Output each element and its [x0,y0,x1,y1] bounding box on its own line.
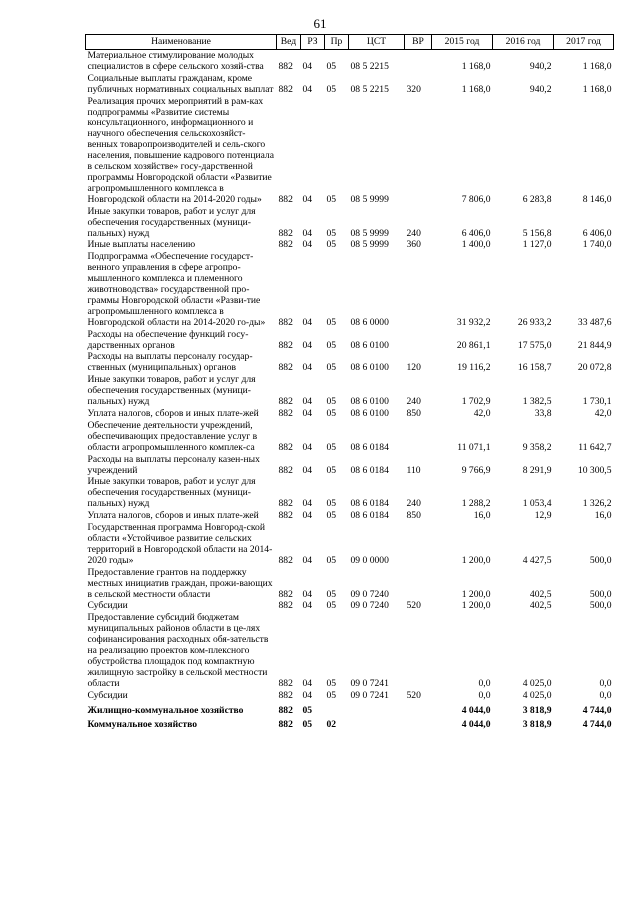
cell-2015: 1 200,0 [461,588,491,600]
cell-2015: 31 932,2 [456,316,491,328]
cell-cst: 08 5 2215 [350,60,389,72]
cell-pr: 05 [326,193,337,205]
cell-name: Иные закупки товаров, работ и услуг для обеспечения государственных (муници-пальных) нужд [87,205,256,239]
header-vr: ВР [405,35,432,50]
cell-rz: 04 [302,677,313,689]
cell-rz: 04 [302,464,313,476]
cell-vr [405,329,432,352]
cell-2015: 1 200,0 [461,600,491,612]
cell-2016: 12,9 [534,510,552,522]
cell-2017: 1 730,1 [582,396,612,408]
table-row [86,251,614,328]
cell-vr: 110 [406,464,421,476]
cell-ved: 882 [278,83,293,95]
table-row [86,612,614,689]
cell-2015: 1 168,0 [461,60,491,72]
cell-vr: 520 [406,600,421,612]
cell-pr [325,702,349,717]
cell-pr: 05 [326,362,337,374]
cell-name: Жилищно-коммунальное хозяйство [87,704,244,716]
cell-ved: 882 [278,60,293,72]
cell-ved: 882 [278,441,293,453]
cell-2016: 17 575,0 [517,339,552,351]
cell-vr [405,567,432,601]
cell-rz: 04 [302,554,313,566]
header-name: Наименование [86,35,277,50]
cell-cst: 08 5 9999 [350,239,389,251]
cell-2017: 1 740,0 [582,239,612,251]
cell-pr: 05 [326,83,337,95]
cell-rz: 04 [302,588,313,600]
header-2017: 2017 год [554,35,614,50]
table-row [86,454,614,477]
cell-ved: 882 [278,239,293,251]
cell-2016: 4 025,0 [522,677,552,689]
cell-2017: 6 406,0 [582,227,612,239]
table-row [86,690,614,702]
cell-vr: 850 [406,510,421,522]
header-ved: Вед [277,35,301,50]
header-cst: ЦСТ [349,35,405,50]
cell-rz: 04 [302,60,313,72]
cell-rz: 04 [302,239,313,251]
cell-vr [405,716,432,731]
cell-cst: 09 0 7240 [350,600,389,612]
cell-ved: 882 [278,510,293,522]
cell-pr: 05 [326,408,337,419]
cell-2017: 500,0 [589,554,612,566]
cell-rz: 04 [302,193,313,205]
cell-2016: 1 127,0 [522,239,552,251]
cell-2015: 1 702,9 [461,396,491,408]
cell-2017: 4 744,0 [582,719,612,731]
cell-2016: 4 025,0 [522,689,552,701]
cell-2016: 1 382,5 [522,396,552,408]
cell-ved: 882 [278,677,293,689]
cell-rz: 04 [302,396,313,408]
table-row [86,420,614,454]
cell-cst: 09 0 7241 [350,677,389,689]
cell-rz: 04 [302,83,313,95]
cell-ved: 882 [278,689,293,701]
table-row [86,374,614,408]
cell-pr: 05 [326,339,337,351]
cell-rz: 04 [302,600,313,612]
cell-vr: 320 [406,83,421,95]
table-header-row [86,35,614,50]
table-row [86,239,614,251]
cell-rz: 04 [302,316,313,328]
cell-2017: 1 168,0 [582,60,612,72]
cell-cst: 09 0 7241 [350,689,389,701]
cell-2016: 940,2 [529,60,552,72]
cell-2015: 16,0 [473,510,491,522]
cell-ved: 882 [278,193,293,205]
table-row [86,510,614,522]
cell-2016: 8 291,9 [522,464,552,476]
cell-2017: 1 168,0 [582,83,612,95]
cell-ved: 882 [278,227,293,239]
cell-2015: 0,0 [478,689,491,701]
cell-2015: 42,0 [473,408,491,419]
cell-2016: 5 156,8 [522,227,552,239]
cell-2015: 0,0 [478,677,491,689]
cell-rz: 04 [302,689,313,701]
cell-name: Иные выплаты населению [87,239,196,251]
cell-2016: 402,5 [529,600,552,612]
cell-cst: 08 6 0184 [350,441,389,453]
cell-cst: 09 0 0000 [350,554,389,566]
cell-2017: 4 744,0 [582,704,612,716]
table-row [86,567,614,601]
cell-2017: 500,0 [589,588,612,600]
cell-cst: 08 5 9999 [350,227,389,239]
cell-vr: 360 [406,239,421,251]
page-number: 61 [313,16,327,31]
cell-rz: 05 [302,719,313,731]
cell-2017: 500,0 [589,600,612,612]
cell-rz: 04 [302,498,313,510]
cell-cst: 08 5 9999 [350,193,389,205]
table-row [86,522,614,567]
cell-vr: 520 [406,689,421,701]
cell-2017: 20 072,8 [577,362,612,374]
header-2016: 2016 год [493,35,554,50]
budget-table [85,34,614,731]
cell-pr: 05 [326,441,337,453]
table-row [86,50,614,73]
cell-pr: 05 [326,588,337,600]
cell-cst [349,716,405,731]
cell-2016: 16 158,7 [517,362,552,374]
cell-2016: 9 358,2 [522,441,552,453]
table-body [86,50,614,732]
cell-2017: 11 642,7 [578,441,612,453]
cell-2015: 9 766,9 [461,464,491,476]
cell-ved: 882 [278,408,293,419]
cell-ved: 882 [278,498,293,510]
cell-pr: 02 [326,719,337,731]
table-row [86,96,614,206]
cell-cst: 08 5 2215 [350,83,389,95]
cell-2016: 4 427,5 [522,554,552,566]
cell-2017: 42,0 [594,408,612,419]
cell-pr: 05 [326,60,337,72]
cell-name: Уплата налогов, сборов и иных плате-жей [87,408,259,419]
cell-vr [405,420,432,454]
cell-2015: 1 400,0 [461,239,491,251]
cell-name: Иные закупки товаров, работ и услуг для обеспечения государственных (муници-пальных) нужд [87,476,256,510]
cell-cst: 08 6 0000 [350,316,389,328]
table-row [86,716,614,731]
cell-ved: 882 [278,339,293,351]
cell-ved: 882 [278,588,293,600]
cell-name: Государственная программа Новгород-ской области «Устойчивое развитие сельских территорий в Новгородской области на 2014-2020 годы» [87,522,273,566]
cell-2016: 402,5 [529,588,552,600]
cell-2016: 940,2 [529,83,552,95]
cell-name: Предоставление субсидий бюджетам муниципальных районов области в це-лях софинансирования расходных обя-зательств на реализацию проектов ком-плексного обустройства площадок под компактную жилищную застройку в сельской местности области [87,612,269,689]
cell-name: Субсидии [87,600,128,612]
cell-2016: 6 283,8 [522,193,552,205]
cell-vr [405,50,432,73]
cell-ved: 882 [278,396,293,408]
table-row [86,702,614,717]
cell-2015: 11 071,1 [457,441,491,453]
cell-pr: 05 [326,227,337,239]
cell-ved: 882 [278,464,293,476]
cell-name: Социальные выплаты гражданам, кроме публичных нормативных социальных выплат [87,72,274,95]
cell-ved: 882 [278,362,293,374]
cell-pr: 05 [326,677,337,689]
cell-name: Материальное стимулирование молодых специалистов в сфере сельского хозяй-ства [87,50,264,72]
cell-ved: 882 [278,719,293,731]
cell-2016: 1 053,4 [522,498,552,510]
cell-pr: 05 [326,316,337,328]
cell-2015: 6 406,0 [461,227,491,239]
cell-pr: 05 [326,689,337,701]
cell-name: Расходы на выплаты персоналу казен-ных учреждений [87,453,260,476]
table-row [86,600,614,612]
cell-2016: 33,8 [534,408,552,419]
cell-cst: 08 6 0100 [350,339,389,351]
cell-ved: 882 [278,554,293,566]
cell-name: Уплата налогов, сборов и иных плате-жей [87,510,259,522]
cell-2015: 20 861,1 [456,339,491,351]
cell-2017: 0,0 [599,677,612,689]
cell-name: Обеспечение деятельности учреждений, обеспечивающих предоставление услуг в области агропромышленного комплек-са [87,419,258,453]
header-2015: 2015 год [432,35,493,50]
cell-2015: 4 044,0 [461,704,491,716]
cell-cst: 08 6 0100 [350,362,389,374]
cell-vr: 240 [406,396,421,408]
cell-cst: 08 6 0184 [350,498,389,510]
cell-vr [405,96,432,206]
cell-2015: 7 806,0 [461,193,491,205]
cell-2015: 19 116,2 [457,362,491,374]
cell-ved: 882 [278,316,293,328]
table-row [86,206,614,240]
table-row [86,329,614,352]
cell-name: Иные закупки товаров, работ и услуг для обеспечения государственных (муници-пальных) нужд [87,374,256,408]
cell-pr: 05 [326,600,337,612]
header-rz: РЗ [301,35,325,50]
cell-2017: 0,0 [599,689,612,701]
cell-pr: 05 [326,498,337,510]
cell-ved: 882 [278,600,293,612]
cell-name: Расходы на обеспечение функций госу-дарственных органов [87,328,249,351]
table-row [86,351,614,374]
cell-vr [405,702,432,717]
cell-vr [405,612,432,689]
cell-2017: 33 487,6 [577,316,612,328]
cell-2015: 1 168,0 [461,83,491,95]
cell-name: Расходы на выплаты персоналу государ-ственных (муниципальных) органов [87,351,253,374]
cell-rz: 04 [302,441,313,453]
cell-vr [405,251,432,328]
cell-2015: 1 200,0 [461,554,491,566]
cell-2017: 1 326,2 [582,498,612,510]
cell-vr: 240 [406,498,421,510]
cell-name: Субсидии [87,689,128,701]
cell-pr: 05 [326,239,337,251]
cell-2016: 26 933,2 [517,316,552,328]
table-row [86,73,614,96]
cell-cst: 08 6 0100 [350,396,389,408]
cell-vr: 120 [406,362,421,374]
cell-pr: 05 [326,554,337,566]
header-pr: Пр [325,35,349,50]
cell-ved: 882 [278,704,293,716]
table-row [86,408,614,420]
cell-rz: 04 [302,339,313,351]
cell-vr [405,522,432,567]
cell-vr: 240 [406,227,421,239]
cell-rz: 04 [302,227,313,239]
cell-rz: 04 [302,362,313,374]
cell-2015: 1 288,2 [461,498,491,510]
cell-2017: 8 146,0 [582,193,612,205]
table-row [86,476,614,510]
cell-2016: 3 818,9 [522,719,552,731]
cell-name: Подпрограмма «Обеспечение государст-венного управления в сфере агропро-мышленного комплекса и племенного животноводства» государственной про-граммы Новгородской области «Разви-тие агропромышленного комплекса в Новгородской области на 2014-2020 го-ды» [87,251,266,328]
cell-cst [349,702,405,717]
cell-2016: 3 818,9 [522,704,552,716]
cell-rz: 04 [302,408,313,419]
cell-name: Реализация прочих мероприятий в рам-ках подпрограммы «Развитие системы консультационного, информационного и научного обеспечения сельскохозяйст-венных товаропроизводителей и сель-ского населения, повышение кадрового потенциала в сельском хозяйстве» госу-дарственной программы Новгородской области «Развитие агропромышленного комплекса в Новгородской области на 2014-2020 годы» [87,95,274,205]
cell-name: Коммунальное хозяйство [87,719,197,731]
cell-vr: 850 [406,408,421,419]
cell-pr: 05 [326,464,337,476]
cell-cst: 08 6 0100 [350,408,389,419]
cell-pr: 05 [326,510,337,522]
cell-2017: 16,0 [594,510,612,522]
cell-2017: 10 300,5 [577,464,612,476]
cell-name: Предоставление грантов на поддержку местных инициатив граждан, прожи-вающих в сельской местности области [87,566,273,600]
cell-2015: 4 044,0 [461,719,491,731]
cell-rz: 04 [302,510,313,522]
cell-cst: 08 6 0184 [350,510,389,522]
cell-2017: 21 844,9 [577,339,612,351]
cell-cst: 09 0 7240 [350,588,389,600]
cell-cst: 08 6 0184 [350,464,389,476]
cell-rz: 05 [302,704,313,716]
cell-pr: 05 [326,396,337,408]
